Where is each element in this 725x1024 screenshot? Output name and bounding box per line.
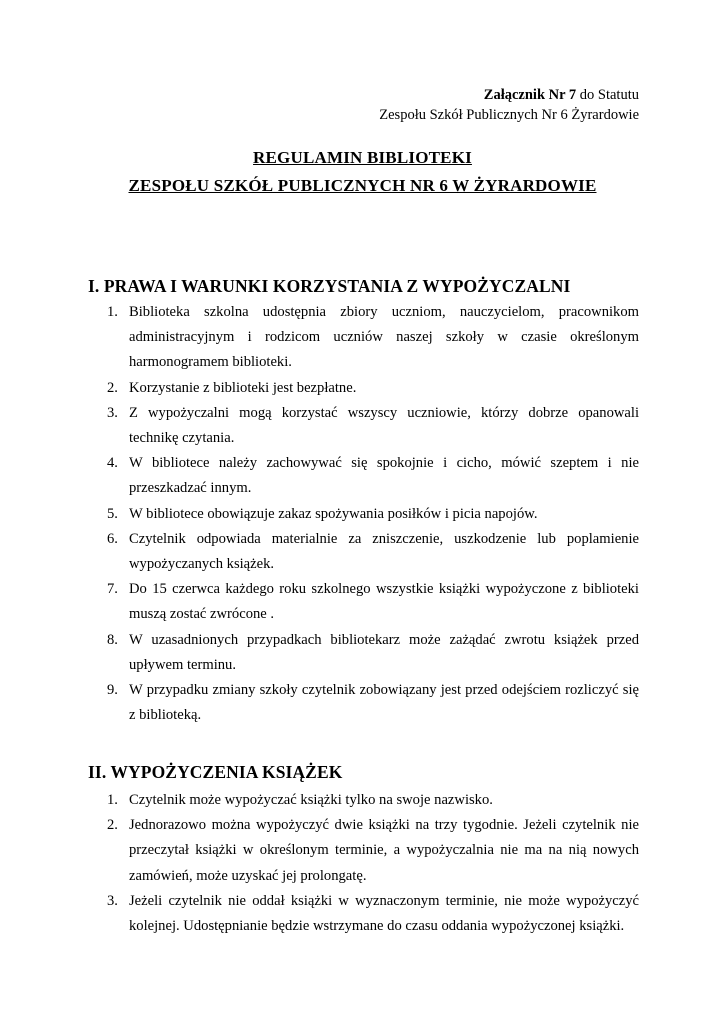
item-number: 8. [107,631,118,648]
list-item [88,788,639,813]
attachment-note [379,85,639,125]
item-text: Biblioteka szkolna udostępnia zbiory uczniom, nauczycielom, pracownikom administracyjnym i rodzicom uczniów naszej szkoły w czasie określonym harmonogramem biblioteki. [129,304,639,371]
item-number: 3. [107,892,118,909]
document-title-line2: ZESPOŁU SZKÓŁ PUBLICZNYCH NR 6 W ŻYRARDOWIE [128,176,597,195]
section-1-list [88,300,639,728]
item-text: W uzasadnionych przypadkach bibliotekarz może zażądać zwrotu książek przed upływem terminu. [129,631,639,673]
list-item [88,451,639,501]
item-number: 2. [107,379,118,396]
attachment-line1 [379,85,639,105]
section-heading-1: I. PRAWA I WARUNKI KORZYSTANIA Z WYPOŻYCZALNI [88,276,571,296]
item-text: Czytelnik może wypożyczać książki tylko na swoje nazwisko. [129,792,493,808]
item-number: 2. [107,817,118,834]
list-item [88,300,639,376]
list-item [88,813,639,889]
attachment-suffix: do Statutu [576,87,639,103]
attachment-line2: Zespołu Szkół Publicznych Nr 6 Żyrardowie [379,107,639,123]
list-item [88,628,639,678]
item-number: 4. [107,455,118,472]
item-text: Czytelnik odpowiada materialnie za zniszczenie, uszkodzenie lub poplamienie wypożyczanych książek. [129,530,639,573]
list-item [88,678,639,728]
item-text: W bibliotece obowiązuje zakaz spożywania posiłków i picia napojów. [129,505,538,522]
document-title-line1: REGULAMIN BIBLIOTEKI [253,148,472,167]
list-item [88,889,639,939]
section-heading-2: II. WYPOŻYCZENIA KSIĄŻEK [88,762,343,782]
item-number: 3. [107,404,118,421]
section-2-list [88,788,639,939]
list-item [88,376,639,401]
list-item [88,502,639,527]
list-item [88,527,639,577]
list-item [88,401,639,451]
item-number: 1. [107,304,118,320]
item-text: Korzystanie z biblioteki jest bezpłatne. [129,379,357,396]
item-text: Z wypożyczalni mogą korzystać wszyscy uczniowie, którzy dobrze opanowali technikę czytania. [129,404,639,447]
item-number: 7. [107,581,118,598]
list-item [88,577,639,627]
item-text: Do 15 czerwca każdego roku szkolnego wszystkie książki wypożyczone z biblioteki muszą zostać zwrócone . [129,581,639,623]
item-number: 1. [107,792,118,808]
item-number: 9. [107,682,118,699]
item-text: W bibliotece należy zachowywać się spokojnie i cicho, mówić szeptem i nie przeszkadzać innym. [129,455,639,497]
item-text: Jeżeli czytelnik nie oddał książki w wyznaczonym terminie, nie może wypożyczyć kolejnej. Udostępnianie będzie wstrzymane do czasu oddania wypożyczonej książki. [129,892,639,935]
item-text: W przypadku zmiany szkoły czytelnik zobowiązany jest przed odejściem rozliczyć się z biblioteką. [129,682,639,724]
item-number: 6. [107,530,118,547]
item-text: Jednorazowo można wypożyczyć dwie książki na trzy tygodnie. Jeżeli czytelnik nie przeczytał książki w określonym terminie, a wypożyczalnia nie ma na nią nowych zamówień, może uzyskać jej prolongatę. [129,817,639,884]
item-number: 5. [107,505,118,522]
attachment-number: Załącznik Nr 7 [483,87,577,103]
